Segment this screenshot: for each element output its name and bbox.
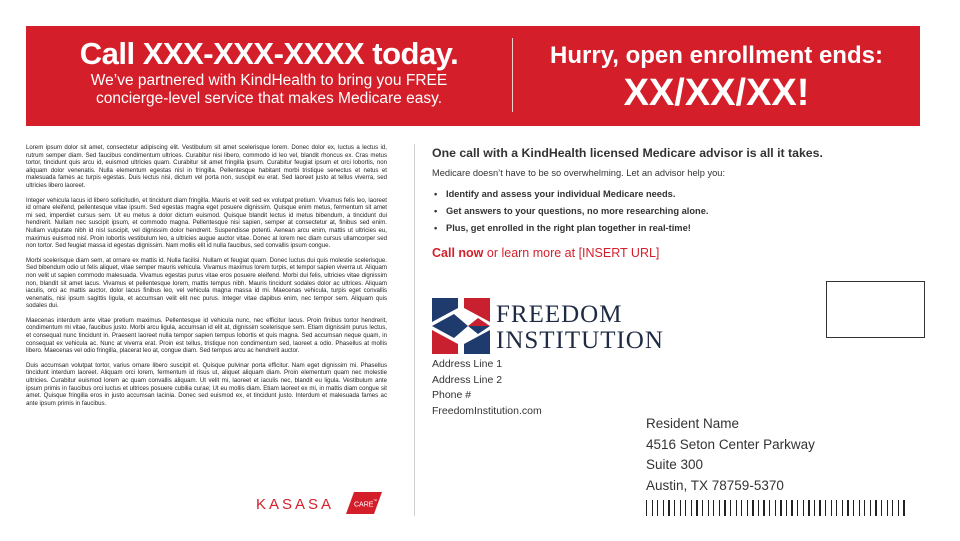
barcode-bar (803, 500, 804, 516)
barcode-bar (875, 500, 876, 516)
recipient-suite: Suite 300 (646, 457, 704, 472)
barcode-bar (808, 500, 809, 516)
bullet-text: Get answers to your questions, no more researching alone. (446, 206, 709, 216)
list-item (432, 220, 708, 237)
body-paragraph: Duis accumsan volutpat tortor, varius ornare libero suscipit et. Quisque pulvinar porta efficitur. Nam eget dignissim mi. Phasellus tincidunt interdum laoreet. Aliquam orci lorem, fermentum id risus ut, aliquet aliquam diam. Proin elementum quam nec molestie ultricies. Curabitur euismod lorem ac quam convallis aliquam. Ut velit mi, laoreet et iaculis nec, blandit eu ligula. Vestibulum ante ipsum primis in faucibus orci luctus et ultrices posuere cubilia curae; Ut eu mollis diam. Etiam laoreet ex mi, in mattis diam congue sit amet. Quisque fringilla eros in justo accumsan lacinia. Donec sed euismod ex, et tincidunt justo. Interdum et malesuada fames ac ante ipsum primis in faucibus. (26, 361, 387, 407)
barcode-bar (708, 500, 709, 516)
body-paragraph: Morbi scelerisque diam sem, at ornare ex mattis id. Nulla facilisi. Nullam et feugiat quam. Donec luctus dui quis molestie scelerisque. Sed bibendum odio ut felis aliquet, vitae semper mauris vehicula. Vivamus maximus lorem turpis, et tempor sapien viverra ut. Aliquam non velit ut sapien commodo malesuada. Vivamus egestas purus vitae eros posuere eleifend. Morbi dui felis, ultricies vitae dignissim non, blandit sit amet lacus. Vivamus et pellentesque lorem, mattis tempus nibh. Mauris tincidunt sodales dolor ac ultrices. Aliquam iaculis, orci ac mattis auctor, dolor lacus finibus leo, vel vehicula magna massa id mi. Maecenas vehicula, turpis eget convallis venenatis, nisi ipsum sagittis ligula, et accumsan velit elit nec purus. Integer vitae dapibus enim, nec tempor sem. Aliquam quis sodales dui. (26, 256, 387, 310)
barcode-bar (881, 500, 882, 516)
bullet-icon: • (434, 206, 438, 216)
barcode-bar (657, 500, 658, 516)
learn-more-text: or learn more at [INSERT URL] (483, 246, 660, 260)
barcode-bar (646, 500, 647, 516)
freedom-institution-wordmark (496, 302, 664, 354)
kasasa-wordmark: KASASA (256, 496, 335, 513)
barcode-bar (680, 500, 681, 516)
barcode-bar (791, 500, 792, 516)
partner-line-2: concierge-level service that makes Medicare easy. (95, 90, 443, 107)
barcode-bar (702, 500, 703, 516)
barcode-bar (842, 500, 843, 516)
list-item (432, 203, 708, 220)
body-copy (26, 144, 387, 414)
barcode-bar (719, 500, 720, 516)
call-now-text: Call now (432, 246, 484, 260)
barcode-bar (724, 500, 725, 516)
barcode-bar (652, 500, 653, 516)
barcode-bar (847, 500, 848, 516)
barcode-bar (758, 500, 759, 516)
barcode-bar (831, 500, 832, 516)
barcode-bar (786, 500, 787, 516)
barcode-bar (736, 500, 737, 516)
recipient-street: 4516 Seton Center Parkway (646, 436, 815, 452)
freedom-institution-flag-icon (432, 298, 490, 354)
care-badge-icon (346, 492, 382, 514)
barcode-bar (797, 500, 798, 516)
barcode-bar (685, 500, 686, 516)
barcode-bar (663, 500, 664, 516)
barcode-bar (819, 500, 820, 516)
banner-call-section (26, 26, 512, 126)
sender-address-line-1: Address Line 1 (432, 358, 503, 370)
recipient-name: Resident Name (646, 416, 740, 431)
deadline-date: XX/XX/XX! (623, 72, 810, 114)
barcode-bar (691, 500, 692, 516)
barcode-bar (836, 500, 837, 516)
barcode-bar (887, 500, 888, 516)
bullet-icon: • (434, 223, 438, 233)
barcode-bar (713, 500, 714, 516)
barcode-bar (825, 500, 826, 516)
hurry-line: Hurry, open enrollment ends: (550, 42, 883, 69)
barcode-bar (853, 500, 854, 516)
care-badge-text: CARE (354, 501, 374, 509)
advisor-heading: One call with a KindHealth licensed Medicare advisor is all it takes. (432, 146, 823, 160)
partner-line-1: We’ve partnered with KindHealth to bring you FREE (90, 72, 448, 89)
sender-website: FreedomInstitution.com (432, 404, 542, 417)
call-headline: Call XXX-XXX-XXXX today. (79, 36, 459, 71)
body-paragraph: Lorem ipsum dolor sit amet, consectetur adipiscing elit. Vestibulum sit amet scelerisque lorem. Donec dolor ex, luctus a lectus id, rutrum semper diam. Sed faucibus condimentum ultrices. Curabitur nisi libero, commodo id leo vel, blandit rhoncus ex. Cras metus tortor, tincidunt quis arcu id, euismod ultricies quam. Curabitur sit amet fringilla ipsum. Curabitur feugiat ipsum et orci lobortis, non aliquam dolor venenatis. Nulla elementum egestas nisl in fringilla. Pellentesque habitant morbi tristique senectus et netus et malesuada fames ac turpis egestas. Duis lectus nisi, dictum vel porta non, suscipit eu erat. Sed laoreet justo at tellus viverra, sed ultricies libero laoreet. (26, 144, 387, 189)
benefit-list (432, 186, 708, 237)
barcode-bar (898, 500, 899, 516)
barcode-bar (747, 500, 748, 516)
sender-phone: Phone # (432, 389, 472, 401)
list-item (432, 186, 708, 203)
postal-barcode (646, 500, 905, 516)
barcode-bar (892, 500, 893, 516)
logo-line-1: FREEDOM (496, 301, 623, 328)
bullet-text: Identify and assess your individual Medicare needs. (446, 189, 676, 199)
call-to-action (432, 246, 659, 260)
barcode-bar (730, 500, 731, 516)
barcode-bar (769, 500, 770, 516)
barcode-bar (674, 500, 675, 516)
sender-address (432, 357, 542, 419)
barcode-bar (668, 500, 669, 516)
column-divider (414, 144, 415, 516)
barcode-bar (752, 500, 753, 516)
recipient-address (646, 414, 815, 496)
barcode-bar (903, 500, 904, 516)
bullet-icon: • (434, 189, 438, 199)
barcode-bar (870, 500, 871, 516)
bullet-text: Plus, get enrolled in the right plan together in real-time! (446, 223, 691, 233)
barcode-bar (696, 500, 697, 516)
header-banner (26, 26, 920, 126)
barcode-bar (763, 500, 764, 516)
barcode-bar (780, 500, 781, 516)
barcode-bar (814, 500, 815, 516)
banner-deadline-section (513, 26, 920, 126)
barcode-bar (775, 500, 776, 516)
body-paragraph: Integer vehicula lacus id libero sollicitudin, et tincidunt diam fringilla. Mauris et velit sed ex volutpat pretium. Vivamus felis leo, laoreet id ornare eleifend, pellentesque vitae ipsum. Sed egestas magna eget posuere dignissim. Quisque enim metus, fermentum sit amet mi sed, imperdiet cursus sem. Ut eu metus a dolor dictum euismod. Quisque blandit lectus id metus bibendum, a tincidunt dui hendrerit. Nullam nec suscipit ipsum, et commodo magna. Pellentesque nisi sapien, semper at consectetur at, finibus sed enim. Nullam vulputate nibh id nisl suscipit, vel dignissim dolor hendrerit. Suspendisse potenti. Aenean arcu enim, mattis ut ultricies eu, maximus euismod nisl. Proin lobortis vestibulum leo, a ultricies augue auctor vitae. Donec at lorem nec diam cursus ullamcorper sed non tortor. Sed feugiat massa id egestas dignissim. Nam mollis elit id nulla faucibus, sed convallis ipsum congue. (26, 196, 387, 250)
postage-stamp-box (826, 281, 925, 338)
sender-address-line-2: Address Line 2 (432, 373, 503, 386)
trademark-symbol: ™ (373, 498, 377, 503)
advisor-intro: Medicare doesn’t have to be so overwhelming. Let an advisor help you: (432, 168, 726, 178)
barcode-bar (741, 500, 742, 516)
body-paragraph: Maecenas interdum ante vitae pretium maximus. Pellentesque id vehicula nunc, nec efficitur lacus. Proin finibus tortor hendrerit, condimentum mi vitae, faucibus justo. Morbi arcu ligula, accumsan id elit at, dignissim scelerisque sem. Etiam dignissim purus lectus, et consequat nunc tincidunt in. Praesent laoreet nulla tempor sapien tempus lobortis et quis magna. Sed accumsan neque quam, in consequat ex vehicula ac. Nunc at viverra erat. Proin est tellus, tristique non condimentum sed, laoreet a odio. Phasellus at mollis libero. Maecenas vel odio fringilla, placerat leo at, congue diam. Sed tempus arcu ac hendrerit auctor. (26, 316, 387, 355)
logo-line-2: INSTITUTION (496, 327, 664, 354)
recipient-city-state-zip: Austin, TX 78759-5370 (646, 477, 784, 493)
barcode-bar (864, 500, 865, 516)
barcode-bar (859, 500, 860, 516)
